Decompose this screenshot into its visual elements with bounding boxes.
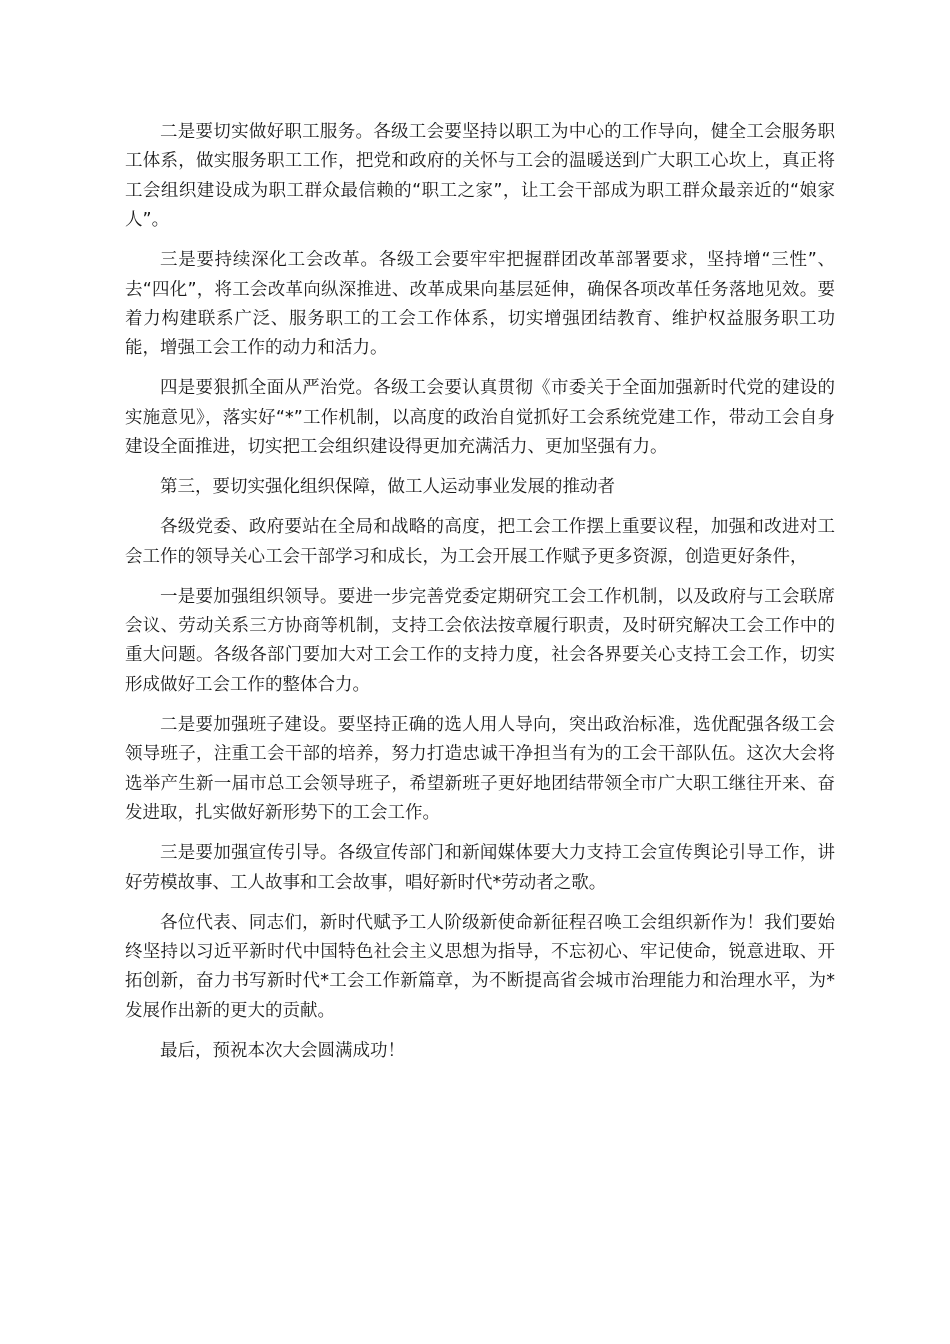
paragraph-final-wish: 最后，预祝本次大会圆满成功！ xyxy=(160,1040,405,1061)
paragraph-publicity: 三是要加强宣传引导。各级宣传部门和新闻媒体要大力支持工会宣传舆论引导工作，讲好劳模故事、工人故事和工会故事，唱好新时代*劳动者之歌。 xyxy=(125,843,835,893)
paragraph-service: 二是要切实做好职工服务。各级工会要坚持以职工为中心的工作导向，健全工会服务职工体系，做实服务职工工作，把党和政府的关怀与工会的温暖送到广大职工心坎上，真正将工会组织建设成为职工群众最信赖的“职工之家”，让工会干部成为职工群众最亲近的“娘家人”。 xyxy=(125,122,835,231)
paragraph-reform: 三是要持续深化工会改革。各级工会要牢牢把握群团改革部署要求，坚持增“三性”、去“四化”，将工会改革向纵深推进、改革成果向基层延伸，确保各项改革任务落地见效。要着力构建联系广泛、服务职工的工会工作体系，切实增强团结教育、维护权益服务职工功能，增强工会工作的动力和活力。 xyxy=(125,250,835,359)
paragraph-closing-address: 各位代表、同志们，新时代赋予工人阶级新使命新征程召唤工会组织新作为！我们要始终坚持以习近平新时代中国特色社会主义思想为指导，不忘初心、牢记使命，锐意进取、开拓创新，奋力书写新时代*工会工作新篇章，为不断提高省会城市治理能力和治理水平，为*发展作出新的更大的贡献。 xyxy=(125,912,835,1021)
paragraph-party-building: 四是要狠抓全面从严治党。各级工会要认真贯彻《市委关于全面加强新时代党的建设的实施意见》，落实好“*”工作机制，以高度的政治自觉抓好工会系统党建工作，带动工会自身建设全面推进，切实把工会组织建设得更加充满活力、更加坚强有力。 xyxy=(125,378,835,458)
paragraph-leadership: 一是要加强组织领导。要进一步完善党委定期研究工会工作机制，以及政府与工会联席会议、劳动关系三方协商等机制，支持工会依法按章履行职责，及时研究解决工会工作中的重大问题。各级各部门要加大对工会工作的支持力度，社会各界要关心支持工会工作，切实形成做好工会工作的整体合力。 xyxy=(125,586,835,695)
section-heading-organization: 第三，要切实强化组织保障，做工人运动事业发展的推动者 xyxy=(160,477,615,498)
document-body xyxy=(125,118,835,1077)
paragraph-organization-intro: 各级党委、政府要站在全局和战略的高度，把工会工作摆上重要议程，加强和改进对工会工作的领导关心工会干部学习和成长，为工会开展工作赋予更多资源，创造更好条件， xyxy=(125,517,835,567)
paragraph-team-building: 二是要加强班子建设。要坚持正确的选人用人导向，突出政治标准，选优配强各级工会领导班子，注重工会干部的培养，努力打造忠诚干净担当有为的工会干部队伍。这次大会将选举产生新一届市总工会领导班子，希望新班子更好地团结带领全市广大职工继往开来、奋发进取，扎实做好新形势下的工会工作。 xyxy=(125,714,835,824)
